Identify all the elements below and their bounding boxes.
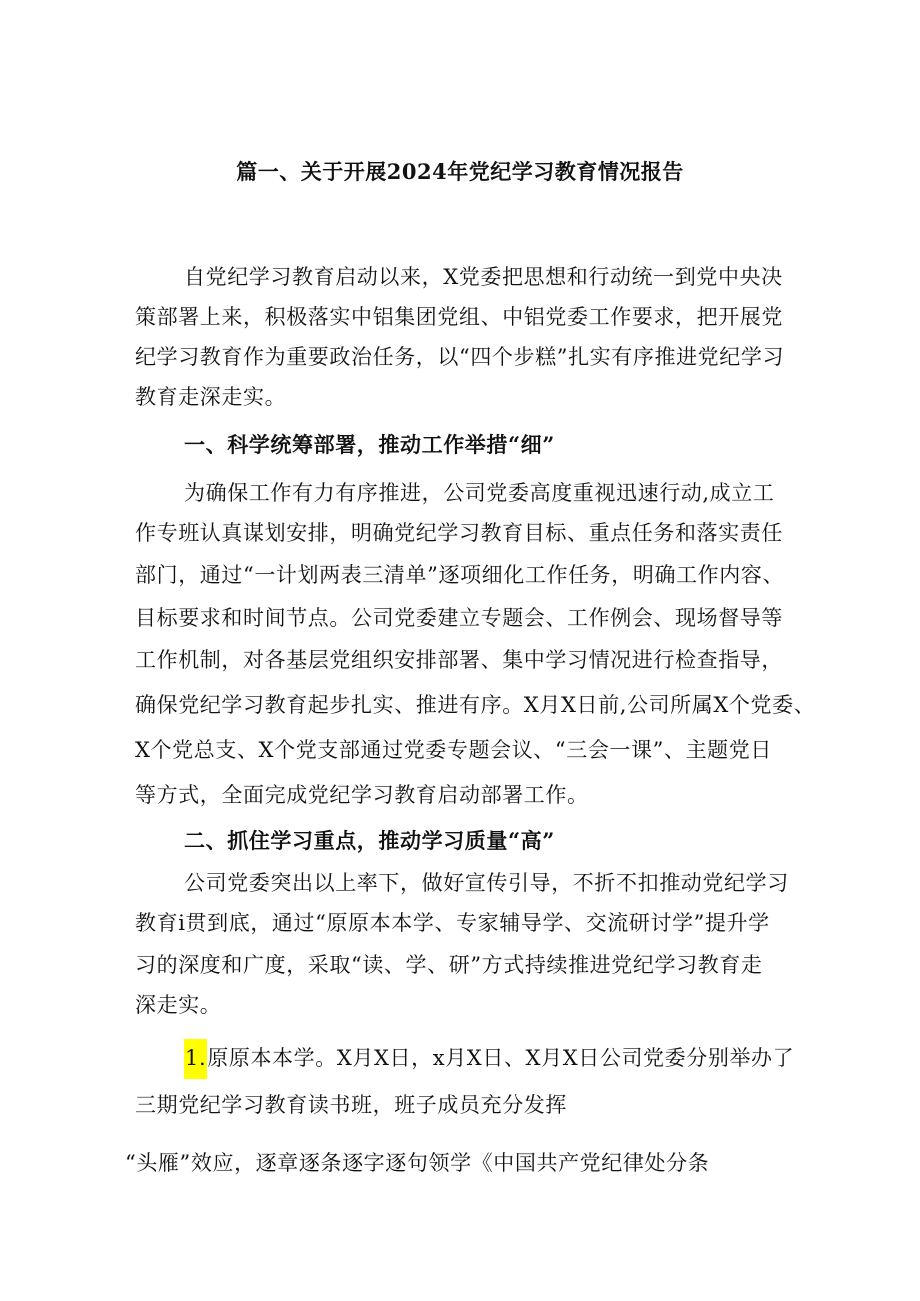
item-1-line-1 [184,1043,794,1079]
document-title: 篇一、关于开展2024年党纪学习教育情况报告 [236,159,684,184]
intro-line-3: 纪学习教育作为重要政治任务，以“四个步糕”扎实有序推进党纪学习 [135,345,785,369]
highlighted-number: 1. [184,1039,207,1079]
section-1-line-5: 工作机制，对各基层党组织安排部署、集中学习情况进行检查指导， [135,648,783,672]
section-1-line-7: X个党总支、X个党支部通过党委专题会议、“三会一课”、主题党日 [135,738,772,762]
section-2-line-2: 教育i贯到底，通过“原原本本学、专家辅导学、交流研讨学”提升学 [135,911,770,935]
item-1-line-3: “头雁”效应，逐章逐条逐字逐句领学《中国共产党纪律处分条 [125,1151,710,1175]
section-1-line-8: 等方式，全面完成党纪学习教育启动部署工作。 [135,783,589,807]
item-1-line-2: 三期党纪学习教育读书班，班子成员充分发挥 [135,1093,567,1117]
section-1-line-3: 部门，通过“一计划两表三清单”逐项细化工作任务，明确工作内容、 [135,563,785,587]
section-1-line-2: 作专班认真谋划安排，明确党纪学习教育目标、重点任务和落实责任 [135,521,783,545]
section-2-heading: 二、抓住学习重点，推动学习质量“高” [184,828,555,853]
intro-line-4: 教育走深走实。 [135,385,287,409]
item-1-text: 原原本本学。X月X日，x月X日、X月X日公司党委分别举办了 [207,1046,795,1070]
section-1-line-1: 为确保工作有力有序推进，公司党委高度重视迅速行动,成立工 [184,481,775,505]
intro-line-1: 自党纪学习教育启动以来，X党委把思想和行动统一到党中央决 [184,265,783,289]
section-2-line-3: 习的深度和广度，采取“读、学、研”方式持续推进党纪学习教育走 [135,953,763,977]
section-1-line-4: 目标要求和时间节点。公司党委建立专题会、工作例会、现场督导等 [135,606,783,630]
section-2-line-4: 深走实。 [135,993,222,1017]
intro-line-2: 策部署上来，积极落实中铝集团党组、中铝党委工作要求，把开展党 [135,305,783,329]
section-1-line-6: 确保党纪学习教育起步扎实、推进有序。X月X日前,公司所属X个党委、 [135,693,816,717]
section-2-line-1: 公司党委突出以上率下，做好宣传引导，不折不扣推动党纪学习 [184,871,789,895]
section-1-heading: 一、科学统筹部署，推动工作举措“细” [184,432,555,457]
